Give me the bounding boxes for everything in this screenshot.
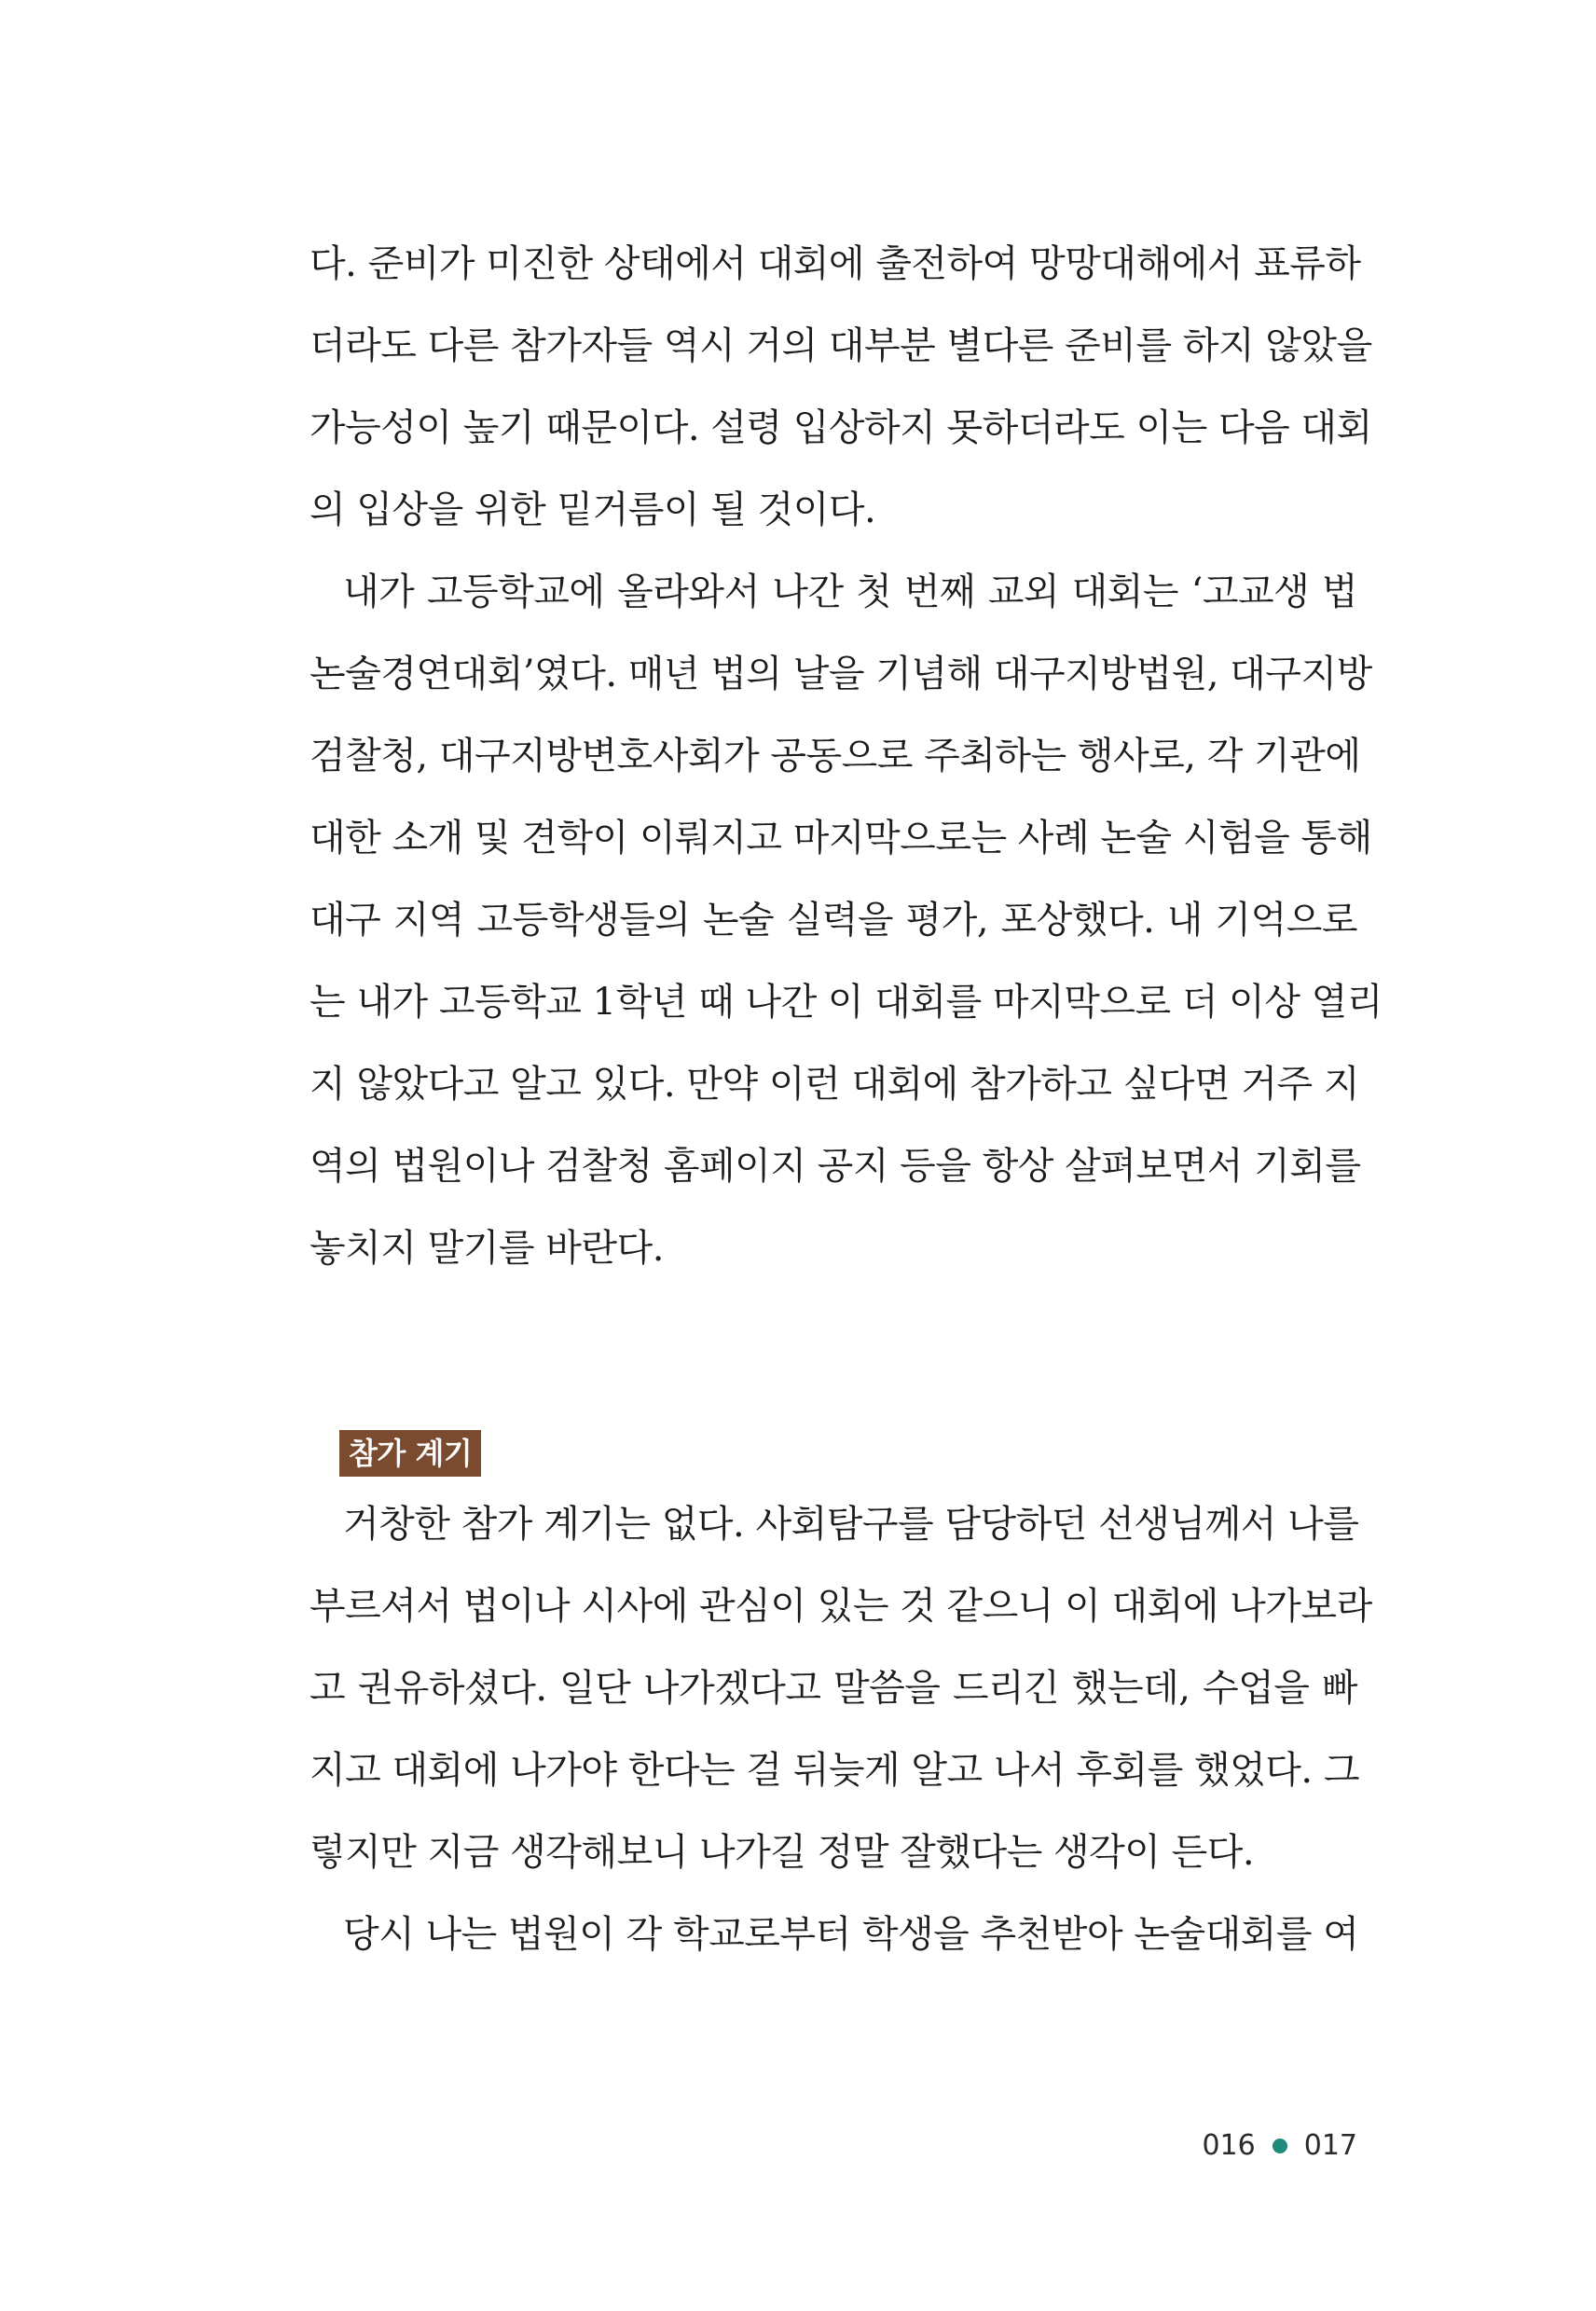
text-line: 는 내가 고등학교 1학년 때 나간 이 대회를 마지막으로 더 이상 열리 — [310, 981, 1383, 1024]
text-line: 의 입상을 위한 밑거름이 될 것이다. — [310, 488, 876, 531]
text-line: 고 권유하셨다. 일단 나가겠다고 말씀을 드리긴 했는데, 수업을 빠 — [310, 1667, 1357, 1710]
text-line: 대한 소개 및 견학이 이뤄지고 마지막으로는 사례 논술 시험을 통해 — [310, 817, 1372, 860]
text-line: 다. 준비가 미진한 상태에서 대회에 출전하여 망망대해에서 표류하 — [310, 242, 1361, 285]
text-line: 가능성이 높기 때문이다. 설령 입상하지 못하더라도 이는 다음 대회 — [310, 406, 1372, 449]
page-number-right: 017 — [1303, 2129, 1357, 2162]
text-line: 검찰청, 대구지방변호사회가 공동으로 주최하는 행사로, 각 기관에 — [310, 735, 1361, 777]
text-line: 부르셔서 법이나 시사에 관심이 있는 것 같으니 이 대회에 나가보라 — [310, 1585, 1372, 1628]
text-line: 놓치지 말기를 바란다. — [310, 1227, 664, 1270]
text-line: 지 않았다고 알고 있다. 만약 이런 대회에 참가하고 싶다면 거주 지 — [310, 1063, 1360, 1106]
text-line: 내가 고등학교에 올라와서 나간 첫 번째 교외 대회는 ‘고교생 법 — [343, 571, 1357, 613]
text-line: 역의 법원이나 검찰청 홈페이지 공지 등을 항상 살펴보면서 기회를 — [310, 1145, 1361, 1188]
section-heading: 참가 계기 — [339, 1430, 481, 1477]
text-line: 논술경연대회’였다. 매년 법의 날을 기념해 대구지방법원, 대구지방 — [310, 653, 1372, 695]
page-separator-dot-icon — [1273, 2139, 1287, 2153]
text-line: 거창한 참가 계기는 없다. 사회탐구를 담당하던 선생님께서 나를 — [343, 1503, 1359, 1546]
text-line: 렇지만 지금 생각해보니 나가길 정말 잘했다는 생각이 든다. — [310, 1831, 1255, 1874]
text-line: 지고 대회에 나가야 한다는 걸 뒤늦게 알고 나서 후회를 했었다. 그 — [310, 1749, 1360, 1792]
text-line: 대구 지역 고등학생들의 논술 실력을 평가, 포상했다. 내 기억으로 — [310, 899, 1357, 942]
page-number-left: 016 — [1202, 2129, 1256, 2162]
text-line: 당시 나는 법원이 각 학교로부터 학생을 추천받아 논술대회를 여 — [343, 1913, 1359, 1956]
page-numbers — [1202, 2127, 1357, 2165]
text-line: 더라도 다른 참가자들 역시 거의 대부분 별다른 준비를 하지 않았을 — [310, 324, 1372, 367]
